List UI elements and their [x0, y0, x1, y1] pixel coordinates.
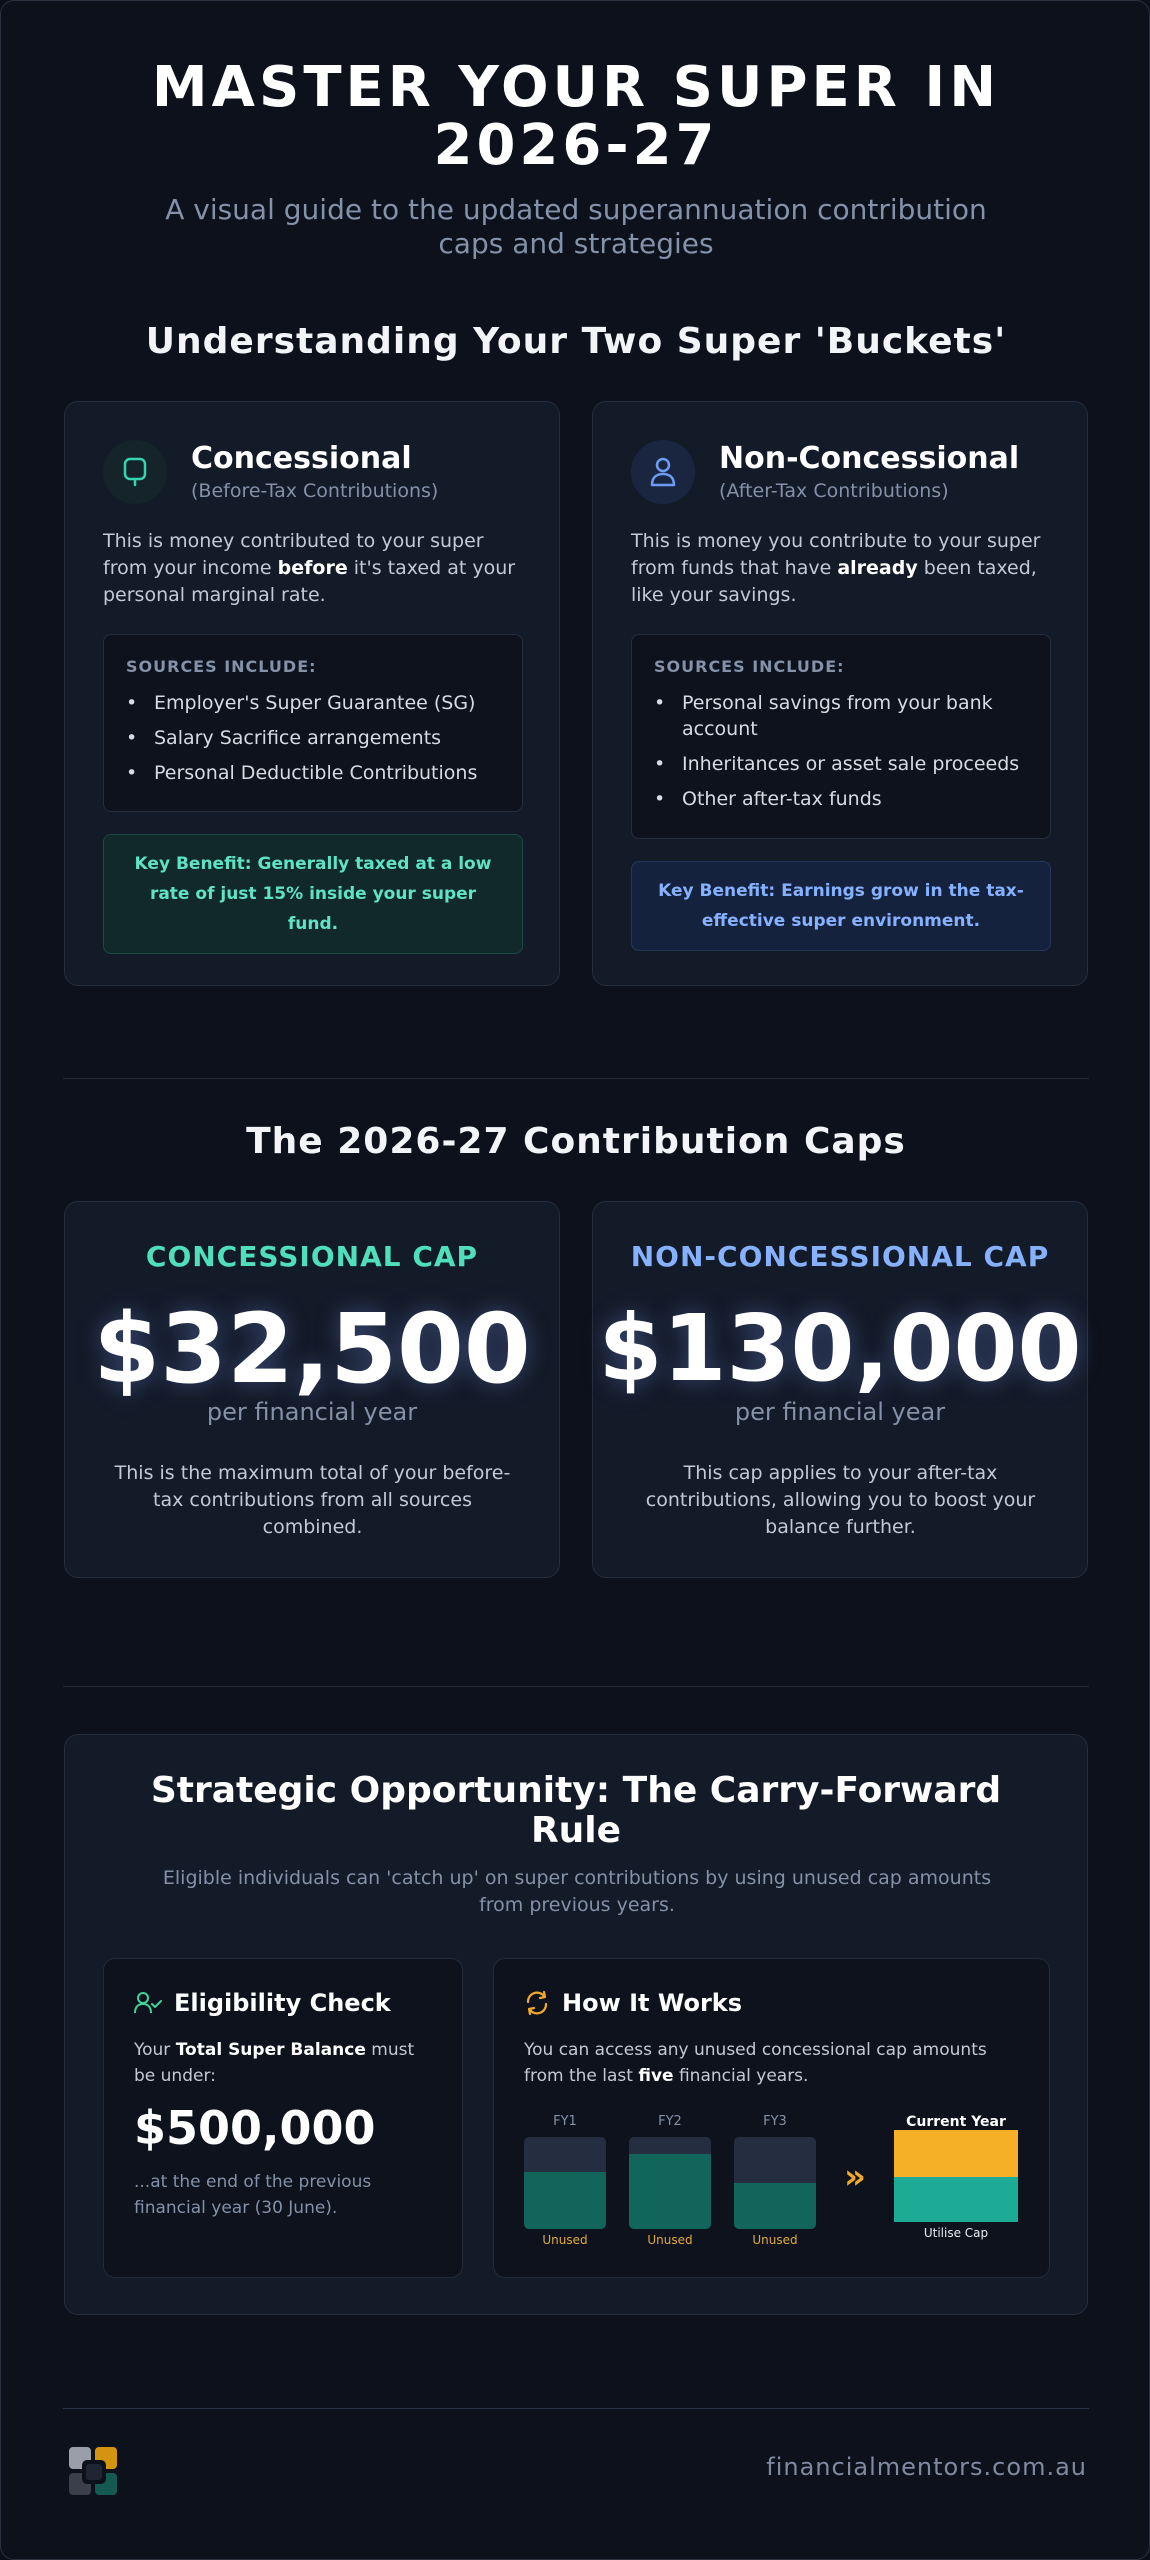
fy-bar-3 — [734, 2114, 816, 2247]
divider — [63, 1078, 1089, 1079]
non-concessional-cap-period: per financial year — [734, 1398, 946, 1426]
non-concessional-title: Non-Concessional — [719, 441, 1020, 476]
non-concessional-bucket-card — [592, 401, 1088, 986]
user-check-icon — [134, 1991, 162, 2015]
carry-forward-subtitle: Eligible individuals can 'catch up' on super contributions by using unused cap amounts from previous years. — [162, 1867, 992, 1916]
piggy-bank-icon — [103, 440, 167, 504]
eligibility-title: Eligibility Check — [174, 1989, 391, 2017]
how-it-works-title: How It Works — [562, 1989, 743, 2017]
list-item: • Personal Deductible Contributions — [126, 760, 500, 786]
concessional-cap-description: This is the maximum total of your before-tax contributions from all sources combined. — [114, 1462, 511, 1538]
user-icon — [631, 440, 695, 504]
logo-icon — [69, 2447, 119, 2497]
fy-used-fill — [734, 2183, 816, 2229]
eligibility-amount: $500,000 — [134, 2101, 376, 2155]
non-concessional-subtitle: (After-Tax Contributions) — [719, 480, 949, 502]
eligibility-note: ...at the end of the previous financial year (30 June). — [134, 2172, 372, 2218]
how-it-works-description: You can access any unused concessional cap amounts from the last five financial years. — [524, 2040, 987, 2086]
double-chevron-right-icon: » — [844, 2157, 866, 2197]
non-concessional-description: This is money you contribute to your super from funds that have already been taxed, like your savings. — [631, 530, 1041, 606]
fy-label: FY2 — [658, 2114, 682, 2129]
divider — [63, 1686, 1089, 1687]
current-cap-fill — [894, 2177, 1018, 2222]
fy-label: FY3 — [763, 2114, 787, 2129]
list-item: • Employer's Super Guarantee (SG) — [126, 690, 500, 716]
concessional-bucket-card — [64, 401, 560, 986]
carry-forward-fill — [894, 2130, 1018, 2177]
fy-bar-2 — [629, 2114, 711, 2247]
buckets-title: Understanding Your Two Super 'Buckets' — [145, 321, 1007, 362]
eligibility-description: Your Total Super Balance must be under: — [134, 2040, 415, 2086]
concessional-cap-amount: $32,500 — [93, 1293, 531, 1405]
carry-forward-card — [64, 1734, 1088, 2315]
utilise-cap-label: Utilise Cap — [923, 2226, 989, 2240]
refresh-icon — [524, 1990, 550, 2016]
divider — [63, 2408, 1089, 2409]
eligibility-check-panel — [103, 1958, 463, 2278]
current-year-label: Current Year — [906, 2114, 1006, 2130]
footer-url[interactable]: financialmentors.com.au — [766, 2453, 1087, 2481]
concessional-sources-box — [103, 634, 523, 812]
non-concessional-sources-box — [631, 634, 1051, 839]
concessional-key-benefit: Key Benefit: Generally taxed at a low rate of just 15% inside your super fund. — [103, 834, 523, 954]
fy-used-fill — [524, 2172, 606, 2229]
page-title: MASTER YOUR SUPER IN 2026-27 — [151, 55, 1001, 178]
list-item: • Inheritances or asset sale proceeds — [654, 751, 1028, 777]
sources-label: SOURCES INCLUDE: — [654, 657, 845, 676]
concessional-cap-card — [64, 1201, 560, 1578]
list-item: • Other after-tax funds — [654, 786, 1028, 812]
caps-title: The 2026-27 Contribution Caps — [246, 1121, 906, 1162]
list-item: • Personal savings from your bank account — [654, 690, 1028, 742]
carry-forward-title: Strategic Opportunity: The Carry-Forward Rule — [150, 1770, 1002, 1851]
fy-unused-label: Unused — [542, 2233, 588, 2247]
fy-label: FY1 — [553, 2114, 577, 2129]
hero — [1, 55, 1150, 261]
page-subtitle: A visual guide to the updated superannuation contribution caps and strategies — [165, 193, 987, 260]
non-concessional-cap-card — [592, 1201, 1088, 1578]
non-concessional-cap-amount: $130,000 — [598, 1295, 1082, 1402]
concessional-cap-label: CONCESSIONAL CAP — [145, 1240, 479, 1273]
concessional-title: Concessional — [191, 441, 412, 476]
non-concessional-cap-description: This cap applies to your after-tax contributions, allowing you to boost your balance further. — [645, 1462, 1036, 1538]
concessional-description: This is money contributed to your super from your income before it's taxed at your personal marginal rate. — [103, 530, 516, 606]
fy-unused-label: Unused — [752, 2233, 798, 2247]
non-concessional-key-benefit: Key Benefit: Earnings grow in the tax-effective super environment. — [631, 861, 1051, 951]
fy-used-fill — [629, 2154, 711, 2229]
non-concessional-cap-label: NON-CONCESSIONAL CAP — [630, 1240, 1050, 1273]
current-year-bar — [894, 2114, 1018, 2240]
sources-label: SOURCES INCLUDE: — [126, 657, 317, 676]
concessional-subtitle: (Before-Tax Contributions) — [191, 480, 439, 502]
concessional-cap-period: per financial year — [206, 1398, 418, 1426]
fy-bar-1 — [524, 2114, 606, 2247]
fy-unused-label: Unused — [647, 2233, 693, 2247]
list-item: • Salary Sacrifice arrangements — [126, 725, 500, 751]
how-it-works-panel — [493, 1958, 1050, 2278]
